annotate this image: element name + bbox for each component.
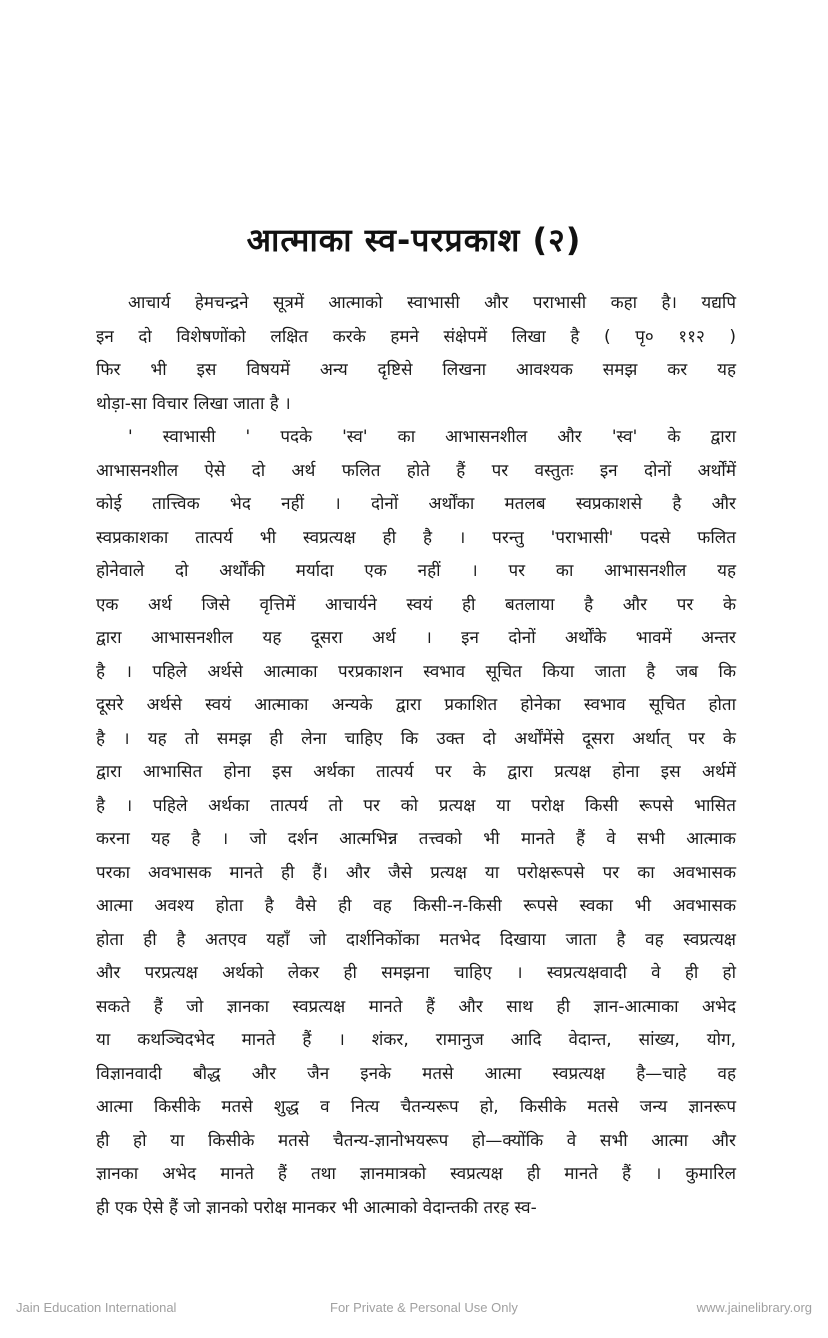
page-footer <box>0 1300 828 1320</box>
text-line: या कथञ्चिदभेद मानते हैं । शंकर, रामानुज आदि वेदान्त, सांख्य, योग, <box>96 1030 736 1050</box>
text-line: ' स्वाभासी ' पदके 'स्व' का आभासनशील और 'स्व' के द्वारा <box>128 427 736 447</box>
text-line: विज्ञानवादी बौद्ध और जैन इनके मतसे आत्मा स्वप्रत्यक्ष है—चाहे वह <box>96 1063 736 1084</box>
paragraph-1 <box>96 287 736 421</box>
text-line: है । पहिले अर्थसे आत्माका परप्रकाशन स्वभाव सूचित किया जाता है जब कि <box>96 661 736 682</box>
footer-publisher: Jain Education International <box>16 1300 177 1315</box>
chapter-title: आत्माका स्व-परप्रकाश (२) <box>246 221 582 259</box>
text-line: दूसरे अर्थसे स्वयं आत्माका अन्यके द्वारा प्रकाशित होनेका स्वभाव सूचित होता <box>96 695 736 715</box>
text-line: ही एक ऐसे हैं जो ज्ञानको परोक्ष मानकर भी आत्माको वेदान्तकी तरह स्व- <box>96 1197 537 1218</box>
text-line: करना यह है । जो दर्शन आत्मभिन्न तत्त्वको भी मानते हैं वे सभी आत्माक <box>96 829 736 849</box>
text-line: थोड़ा-सा विचार लिखा जाता है । <box>96 393 291 414</box>
text-line: है । यह तो समझ ही लेना चाहिए कि उक्त दो अर्थोंमेंसे दूसरा अर्थात् पर के <box>96 728 736 749</box>
text-line: द्वारा आभासनशील यह दूसरा अर्थ । इन दोनों अर्थोंके भावमें अन्तर <box>96 628 736 648</box>
text-line: है । पहिले अर्थका तात्पर्य तो पर को प्रत्यक्ष या परोक्ष किसी रूपसे भासित <box>96 795 736 816</box>
footer-usage-notice: For Private & Personal Use Only <box>330 1300 518 1315</box>
text-line: आत्मा अवश्य होता है वैसे ही वह किसी-न-किसी रूपसे स्वका भी अवभासक <box>96 896 736 916</box>
text-line: ज्ञानका अभेद मानते हैं तथा ज्ञानमात्रको स्वप्रत्यक्ष ही मानते हैं । कुमारिल <box>96 1164 736 1184</box>
text-line: और परप्रत्यक्ष अर्थको लेकर ही समझना चाहिए । स्वप्रत्यक्षवादी वे ही हो <box>96 963 736 983</box>
text-line: परका अवभासक मानते ही हैं। और जैसे प्रत्यक्ष या परोक्षरूपसे पर का अवभासक <box>96 862 736 883</box>
text-line: आत्मा किसीके मतसे शुद्ध व नित्य चैतन्यरूप हो, किसीके मतसे जन्य ज्ञानरूप <box>96 1097 736 1117</box>
text-line: होनेवाले दो अर्थोंकी मर्यादा एक नहीं । पर का आभासनशील यह <box>96 561 736 581</box>
text-line: सकते हैं जो ज्ञानका स्वप्रत्यक्ष मानते हैं और साथ ही ज्ञान-आत्माका अभेद <box>96 996 736 1017</box>
text-line: फिर भी इस विषयमें अन्य दृष्टिसे लिखना आवश्यक समझ कर यह <box>96 360 736 380</box>
text-line: आचार्य हेमचन्द्रने सूत्रमें आत्माको स्वाभासी और पराभासी कहा है। यद्यपि <box>128 293 736 313</box>
paragraph-2 <box>96 421 736 1225</box>
body-text <box>96 287 736 1225</box>
text-line: इन दो विशेषणोंको लक्षित करके हमने संक्षेपमें लिखा है ( पृ० ११२ ) <box>96 326 736 347</box>
footer-website: www.jainelibrary.org <box>696 1300 812 1315</box>
text-line: द्वारा आभासित होना इस अर्थका तात्पर्य पर के द्वारा प्रत्यक्ष होना इस अर्थमें <box>96 762 736 782</box>
text-line: स्वप्रकाशका तात्पर्य भी स्वप्रत्यक्ष ही है । परन्तु 'पराभासी' पदसे फलित <box>96 527 736 548</box>
text-line: कोई तात्त्विक भेद नहीं । दोनों अर्थोंका मतलब स्वप्रकाशसे है और <box>96 494 736 514</box>
text-line: आभासनशील ऐसे दो अर्थ फलित होते हैं पर वस्तुतः इन दोनों अर्थोंमें <box>96 460 736 481</box>
text-line: ही हो या किसीके मतसे चैतन्य-ज्ञानोभयरूप हो—क्योंकि वे सभी आत्मा और <box>96 1130 736 1151</box>
text-line: होता ही है अतएव यहाँ जो दार्शनिकोंका मतभेद दिखाया जाता है वह स्वप्रत्यक्ष <box>96 929 736 950</box>
text-line: एक अर्थ जिसे वृत्तिमें आचार्यने स्वयं ही बतलाया है और पर के <box>96 594 736 615</box>
